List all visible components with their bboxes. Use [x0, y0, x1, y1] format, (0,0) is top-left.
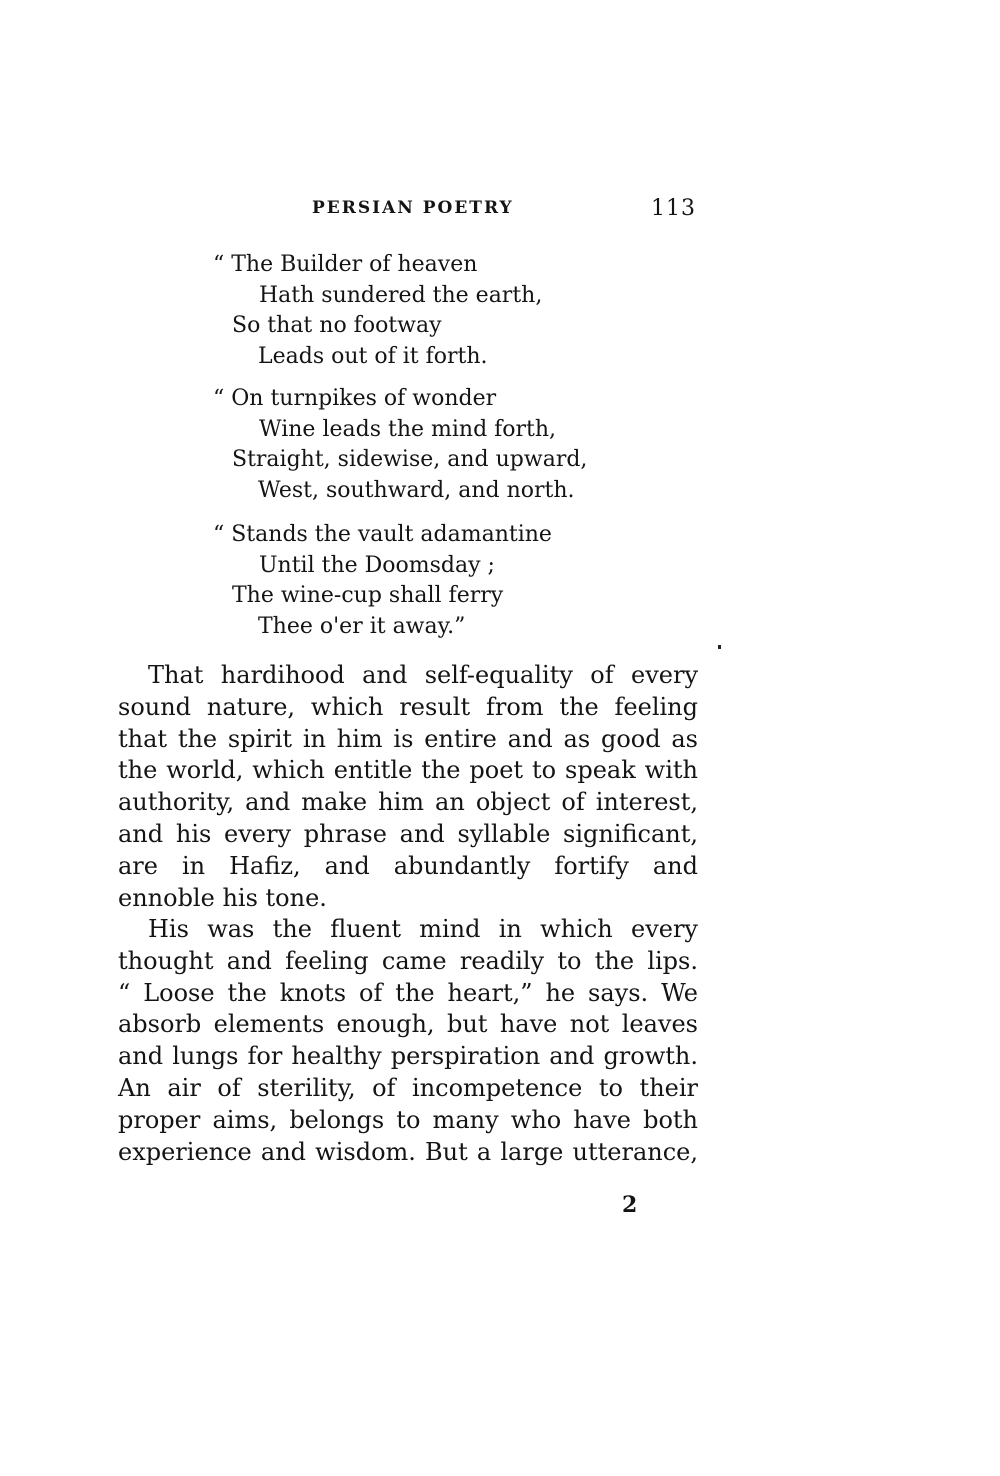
- prose-line: absorb elements enough, but have not leaves: [118, 1010, 698, 1039]
- verse-line: Leads out of it forth.: [258, 343, 488, 369]
- prose-line: sound nature, which result from the feeling: [118, 692, 698, 721]
- verse-line: So that no footway: [232, 313, 442, 338]
- prose-line: experience and wisdom. But a large utterance,: [118, 1137, 698, 1166]
- verse-line: Thee o'er it away.”: [258, 613, 466, 639]
- verse-line: Straight, sidewise, and upward,: [232, 447, 588, 472]
- paragraph-2: [118, 914, 698, 1168]
- verse-stanza-1: [213, 250, 542, 372]
- prose-line: His was the fluent mind in which every: [148, 915, 698, 943]
- prose-line: proper aims, belongs to many who have both: [118, 1105, 698, 1134]
- prose-line: That hardihood and self-equality of every: [148, 661, 698, 689]
- prose-line: ennoble his tone.: [118, 883, 327, 912]
- paragraph-1: [118, 660, 698, 914]
- signature-mark: 2: [622, 1192, 638, 1218]
- prose-line: that the spirit in him is entire and as good as: [118, 724, 698, 753]
- verse-line: “ Stands the vault adamantine: [213, 522, 552, 547]
- verse-line: “ On turnpikes of wonder: [213, 386, 497, 411]
- verse-line: West, southward, and north.: [258, 477, 575, 503]
- verse-line: Until the Doomsday ;: [259, 552, 495, 578]
- prose-line: An air of sterility, of incompetence to their: [118, 1073, 698, 1102]
- stray-ink-mark: [718, 645, 721, 649]
- prose-line: “ Loose the knots of the heart,” he says. We: [118, 978, 698, 1007]
- verse-stanza-2: [213, 384, 587, 506]
- prose-line: are in Hafiz, and abundantly fortify and: [118, 851, 698, 880]
- running-title: PERSIAN POETRY: [312, 198, 514, 218]
- prose-line: and his every phrase and syllable significant,: [118, 819, 698, 848]
- verse-line: Hath sundered the earth,: [259, 282, 543, 308]
- prose-line: the world, which entitle the poet to speak with: [118, 756, 698, 785]
- verse-line: “ The Builder of heaven: [213, 252, 478, 277]
- page-number: 113: [651, 196, 696, 221]
- verse-line: The wine-cup shall ferry: [232, 583, 504, 608]
- verse-line: Wine leads the mind forth,: [259, 416, 557, 442]
- prose-line: and lungs for healthy perspiration and growth.: [118, 1042, 698, 1071]
- prose-line: authority, and make him an object of interest,: [118, 788, 698, 817]
- verse-stanza-3: [213, 520, 552, 642]
- prose-line: thought and feeling came readily to the lips.: [118, 946, 698, 975]
